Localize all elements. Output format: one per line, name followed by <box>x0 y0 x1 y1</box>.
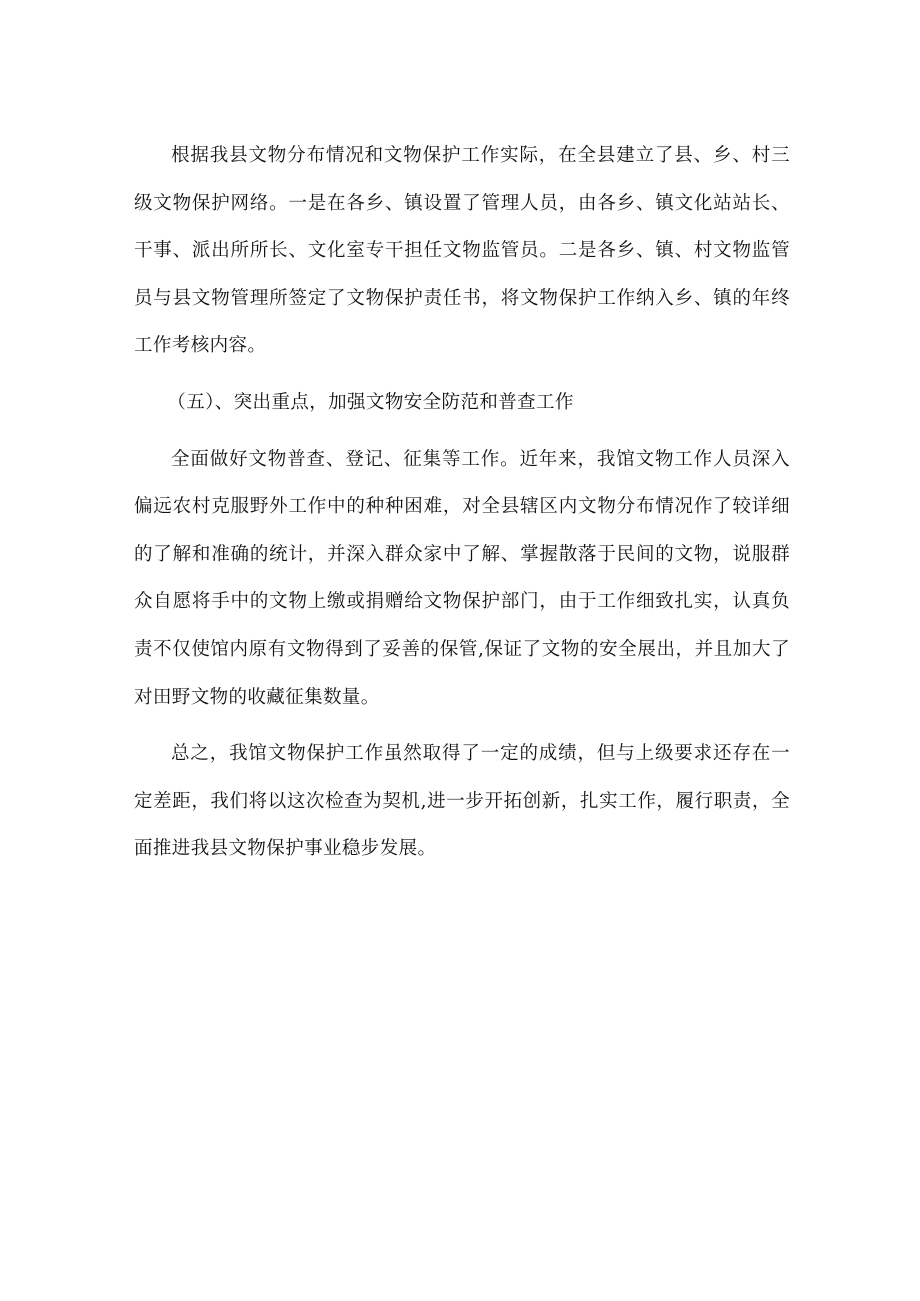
section-heading-five: （五）、突出重点，加强文物安全防范和普查工作 <box>167 391 574 413</box>
paragraph-conclusion: 总之，我馆文物保护工作虽然取得了一定的成绩，但与上级要求还存在一定差距，我们将以这次检查为契机,进一步开拓创新，扎实工作，履行职责，全面推进我县文物保护事业稳步发展。 <box>134 743 790 860</box>
paragraph-survey-work: 全面做好文物普查、登记、征集等工作。近年来，我馆文物工作人员深入偏远农村克服野外工作中的种种困难，对全县辖区内文物分布情况作了较详细的了解和准确的统计，并深入群众家中了解、掌握散落于民间的文物，说服群众自愿将手中的文物上缴或捐赠给文物保护部门，由于工作细致扎实，认真负责不仅使馆内原有文物得到了妥善的保管,保证了文物的安全展出，并且加大了对田野文物的收藏征集数量。 <box>134 448 790 708</box>
document-body <box>134 132 790 873</box>
paragraph-protection-network: 根据我县文物分布情况和文物保护工作实际，在全县建立了县、乡、村三级文物保护网络。一是在各乡、镇设置了管理人员，由各乡、镇文化站站长、干事、派出所所长、文化室专干担任文物监管员。二是各乡、镇、村文物监管员与县文物管理所签定了文物保护责任书，将文物保护工作纳入乡、镇的年终工作考核内容。 <box>134 145 790 357</box>
